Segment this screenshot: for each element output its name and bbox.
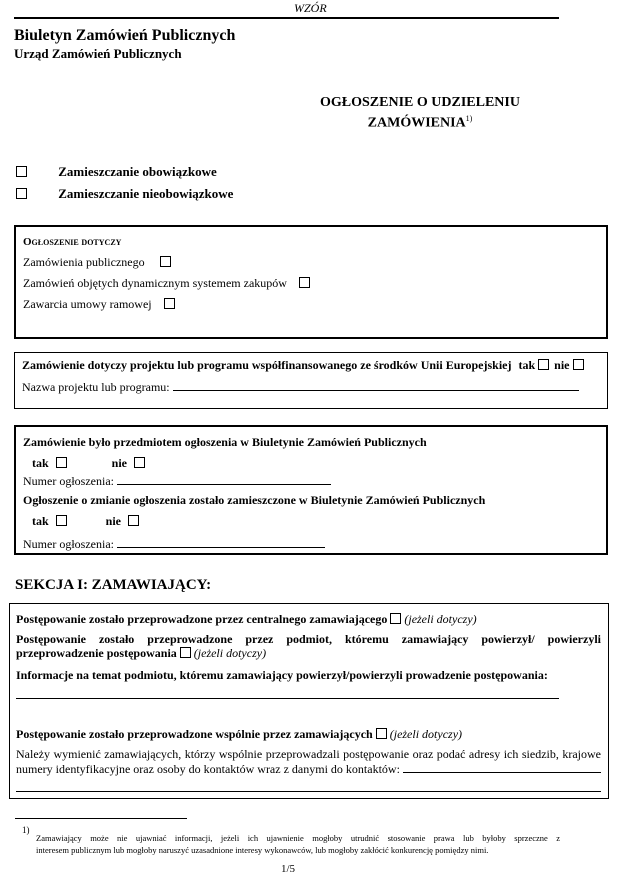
bzp-number-row <box>23 472 331 489</box>
notice-title <box>300 95 540 132</box>
bzp-yes-checkbox[interactable] <box>56 457 67 468</box>
bzp-answer-row <box>32 456 145 471</box>
joint-label: Postępowanie zostało przeprowadzone wspólnie przez zamawiających <box>16 727 373 741</box>
framework-row <box>23 297 175 312</box>
eu-question-row <box>22 358 584 373</box>
office-name: Urząd Zamówień Publicznych <box>14 46 182 61</box>
wzor-label: WZÓR <box>294 1 327 15</box>
joint-list-line2: numery identyfikacyjne oraz osoby do kontaktów wraz z danymi do kontaktów: <box>16 762 400 776</box>
public-order-label: Zamówienia publicznego <box>23 255 145 269</box>
bzp-change-no-checkbox[interactable] <box>128 515 139 526</box>
bzp-no-checkbox[interactable] <box>134 457 145 468</box>
placement-optional-row <box>16 186 233 202</box>
bzp-yes-label: tak <box>32 456 49 470</box>
eu-question: Zamówienie dotyczy projektu lub programu współfinansowanego ze środków Unii Europejskiej <box>22 358 512 372</box>
entrusted-line2: przeprowadzenie postępowania <box>16 646 177 660</box>
joint-list-field[interactable] <box>403 761 601 773</box>
bzp-change-number-field[interactable] <box>117 535 325 548</box>
concerns-box <box>14 225 608 339</box>
entrusted-line1: Postępowanie zostało przeprowadzone przez podmiot, któremu zamawiający powierzył/ powierzyli <box>16 632 601 646</box>
bzp-box <box>14 425 608 555</box>
joint-checkbox[interactable] <box>376 728 387 739</box>
bzp-no-label: nie <box>111 456 128 470</box>
framework-checkbox[interactable] <box>164 298 175 309</box>
bzp-change-question: Ogłoszenie o zmianie ogłoszenia zostało zamieszczone w Biuletynie Zamówień Publicznych <box>23 493 486 507</box>
joint-list-paragraph <box>16 747 601 776</box>
footnote-line1: Zamawiający może nie ujawniać informacji, jeżeli ich ujawnienie mogłoby utrudnić stosowanie prawa lub byłoby sprzeczne z <box>36 833 560 843</box>
entrusted-checkbox[interactable] <box>180 647 191 658</box>
section-1-box <box>9 603 609 799</box>
bzp-change-number-row <box>23 535 325 552</box>
framework-label: Zawarcia umowy ramowej <box>23 297 152 311</box>
footnote-rule <box>15 818 187 819</box>
entrusted-info-label: Informacje na temat podmiotu, któremu zamawiający powierzył/powierzyli prowadzenie postępowania: <box>16 668 548 682</box>
central-row <box>16 612 477 627</box>
bzp-number-label: Numer ogłoszenia: <box>23 474 114 488</box>
joint-row <box>16 727 462 742</box>
mandatory-label: Zamieszczanie obowiązkowe <box>58 164 217 179</box>
bzp-change-number-label: Numer ogłoszenia: <box>23 537 114 551</box>
bzp-change-answer-row <box>32 514 139 529</box>
notice-title-line2: ZAMÓWIENIA <box>367 115 466 131</box>
bzp-number-field[interactable] <box>117 472 331 485</box>
notice-title-line1: OGŁOSZENIE O UDZIELENIU <box>320 95 520 110</box>
joint-list-field-line2[interactable] <box>16 791 601 792</box>
dynamic-system-row <box>23 276 310 291</box>
mandatory-checkbox[interactable] <box>16 166 27 177</box>
bzp-change-yes-checkbox[interactable] <box>56 515 67 526</box>
joint-list-line1: Należy wymienić zamawiających, którzy wspólnie przeprowadzali postępowanie oraz podać adresy ich siedzib, krajowe <box>16 747 601 761</box>
entrusted-if-applicable: (jeżeli dotyczy) <box>193 646 267 660</box>
page-number: 1/5 <box>280 863 296 875</box>
footnote-text <box>36 832 560 856</box>
eu-yes-checkbox[interactable] <box>538 359 549 370</box>
dynamic-system-label: Zamówień objętych dynamicznym systemem zakupów <box>23 276 287 290</box>
eu-no-checkbox[interactable] <box>573 359 584 370</box>
entrusted-info-field[interactable] <box>16 698 559 699</box>
header-rule <box>14 17 559 19</box>
optional-label: Zamieszczanie nieobowiązkowe <box>58 186 234 201</box>
joint-if-applicable: (jeżeli dotyczy) <box>389 727 463 741</box>
footnote-mark: 1) <box>22 825 30 835</box>
dynamic-system-checkbox[interactable] <box>299 277 310 288</box>
bzp-change-yes-label: tak <box>32 514 49 528</box>
eu-box <box>14 352 608 409</box>
central-checkbox[interactable] <box>390 613 401 624</box>
project-name-row <box>22 378 579 395</box>
public-order-row <box>23 255 171 270</box>
footnote-ref: 1) <box>465 114 473 123</box>
project-name-label: Nazwa projektu lub programu: <box>22 380 170 394</box>
concerns-heading: Ogłoszenie dotyczy <box>23 236 122 248</box>
section-1-title: SEKCJA I: ZAMAWIAJĄCY: <box>15 577 212 593</box>
optional-checkbox[interactable] <box>16 188 27 199</box>
bulletin-title: Biuletyn Zamówień Publicznych <box>14 27 236 44</box>
central-label: Postępowanie zostało przeprowadzone przez centralnego zamawiającego <box>16 612 388 626</box>
eu-no-label: nie <box>554 358 570 372</box>
central-if-applicable: (jeżeli dotyczy) <box>404 612 477 626</box>
bzp-question: Zamówienie było przedmiotem ogłoszenia w Biuletynie Zamówień Publicznych <box>23 435 427 449</box>
public-order-checkbox[interactable] <box>160 256 171 267</box>
footnote-line2: interesem publicznym lub mogłoby naruszyć uzasadnione interesy wykonawców, lub mogłoby zakłócić konkurencję pomiędzy nimi. <box>36 845 489 855</box>
project-name-field[interactable] <box>173 378 579 391</box>
placement-mandatory-row <box>16 164 217 180</box>
eu-yes-label: tak <box>518 358 536 372</box>
entrusted-paragraph <box>16 632 601 660</box>
bzp-change-no-label: nie <box>105 514 122 528</box>
